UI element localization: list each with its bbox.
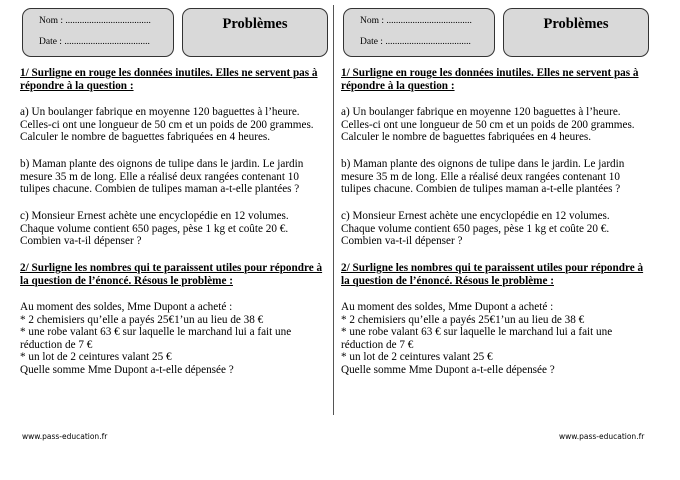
footer-url-left: www.pass-education.fr bbox=[22, 432, 108, 441]
date-label: Date : .................................... bbox=[360, 37, 471, 47]
q2-problem: Au moment des soldes, Mme Dupont a acheté : * 2 chemisiers qu’elle a payés 25€1’un au lieu de 38 € * une robe valant 63 € sur laquelle le marchand lui a fait une réduction de 7 € * un lot de 2 ceintures valant 25 € Quelle somme Mme Dupont a-t-elle dépensée ? bbox=[341, 301, 613, 376]
q1-problem-b: b) Maman plante des oignons de tulipe dans le jardin. Le jardin mesure 35 m de long. Elle a réalisé deux rangées contenant 10 tulipes chacune. Combien de tulipes maman a-t-elle plantées ? bbox=[20, 158, 304, 196]
q1-heading: 1/ Surligne en rouge les données inutiles. Elles ne servent pas à répondre à la question : bbox=[20, 67, 318, 92]
q2-problem: Au moment des soldes, Mme Dupont a acheté : * 2 chemisiers qu’elle a payés 25€1’un au lieu de 38 € * une robe valant 63 € sur laquelle le marchand lui a fait une réduction de 7 € * un lot de 2 ceintures valant 25 € Quelle somme Mme Dupont a-t-elle dépensée ? bbox=[20, 301, 292, 376]
footer-url-right: www.pass-education.fr bbox=[559, 432, 645, 441]
q2-heading: 2/ Surligne les nombres qui te paraissent utiles pour répondre à la question de l’énoncé. Résous le problème : bbox=[341, 262, 644, 287]
name-label: Nom : .................................... bbox=[39, 16, 151, 26]
name-date-box bbox=[343, 8, 495, 57]
worksheet-right bbox=[341, 0, 661, 480]
date-label: Date : .................................... bbox=[39, 37, 150, 47]
worksheet-left bbox=[20, 0, 340, 480]
q1-problem-c: c) Monsieur Ernest achète une encyclopédie en 12 volumes. Chaque volume contient 650 pages, pèse 1 kg et coûte 20 €. Combien va-t-il dépenser ? bbox=[20, 210, 289, 248]
page-title: Problèmes bbox=[222, 16, 288, 32]
q2-heading: 2/ Surligne les nombres qui te paraissent utiles pour répondre à la question de l’énoncé. Résous le problème : bbox=[20, 262, 323, 287]
q1-problem-b: b) Maman plante des oignons de tulipe dans le jardin. Le jardin mesure 35 m de long. Elle a réalisé deux rangées contenant 10 tulipes chacune. Combien de tulipes maman a-t-elle plantées ? bbox=[341, 158, 625, 196]
title-box bbox=[503, 8, 649, 57]
name-date-box bbox=[22, 8, 174, 57]
q1-problem-a: a) Un boulanger fabrique en moyenne 120 baguettes à l’heure. Celles-ci ont une longueur de 50 cm et un poids de 200 grammes. Calculer le nombre de baguettes fabriquées en 4 heures. bbox=[341, 106, 635, 144]
q1-problem-a: a) Un boulanger fabrique en moyenne 120 baguettes à l’heure. Celles-ci ont une longueur de 50 cm et un poids de 200 grammes. Calculer le nombre de baguettes fabriquées en 4 heures. bbox=[20, 106, 314, 144]
title-box bbox=[182, 8, 328, 57]
name-label: Nom : .................................... bbox=[360, 16, 472, 26]
page-title: Problèmes bbox=[543, 16, 609, 32]
q1-problem-c: c) Monsieur Ernest achète une encyclopédie en 12 volumes. Chaque volume contient 650 pages, pèse 1 kg et coûte 20 €. Combien va-t-il dépenser ? bbox=[341, 210, 610, 248]
q1-heading: 1/ Surligne en rouge les données inutiles. Elles ne servent pas à répondre à la question : bbox=[341, 67, 639, 92]
